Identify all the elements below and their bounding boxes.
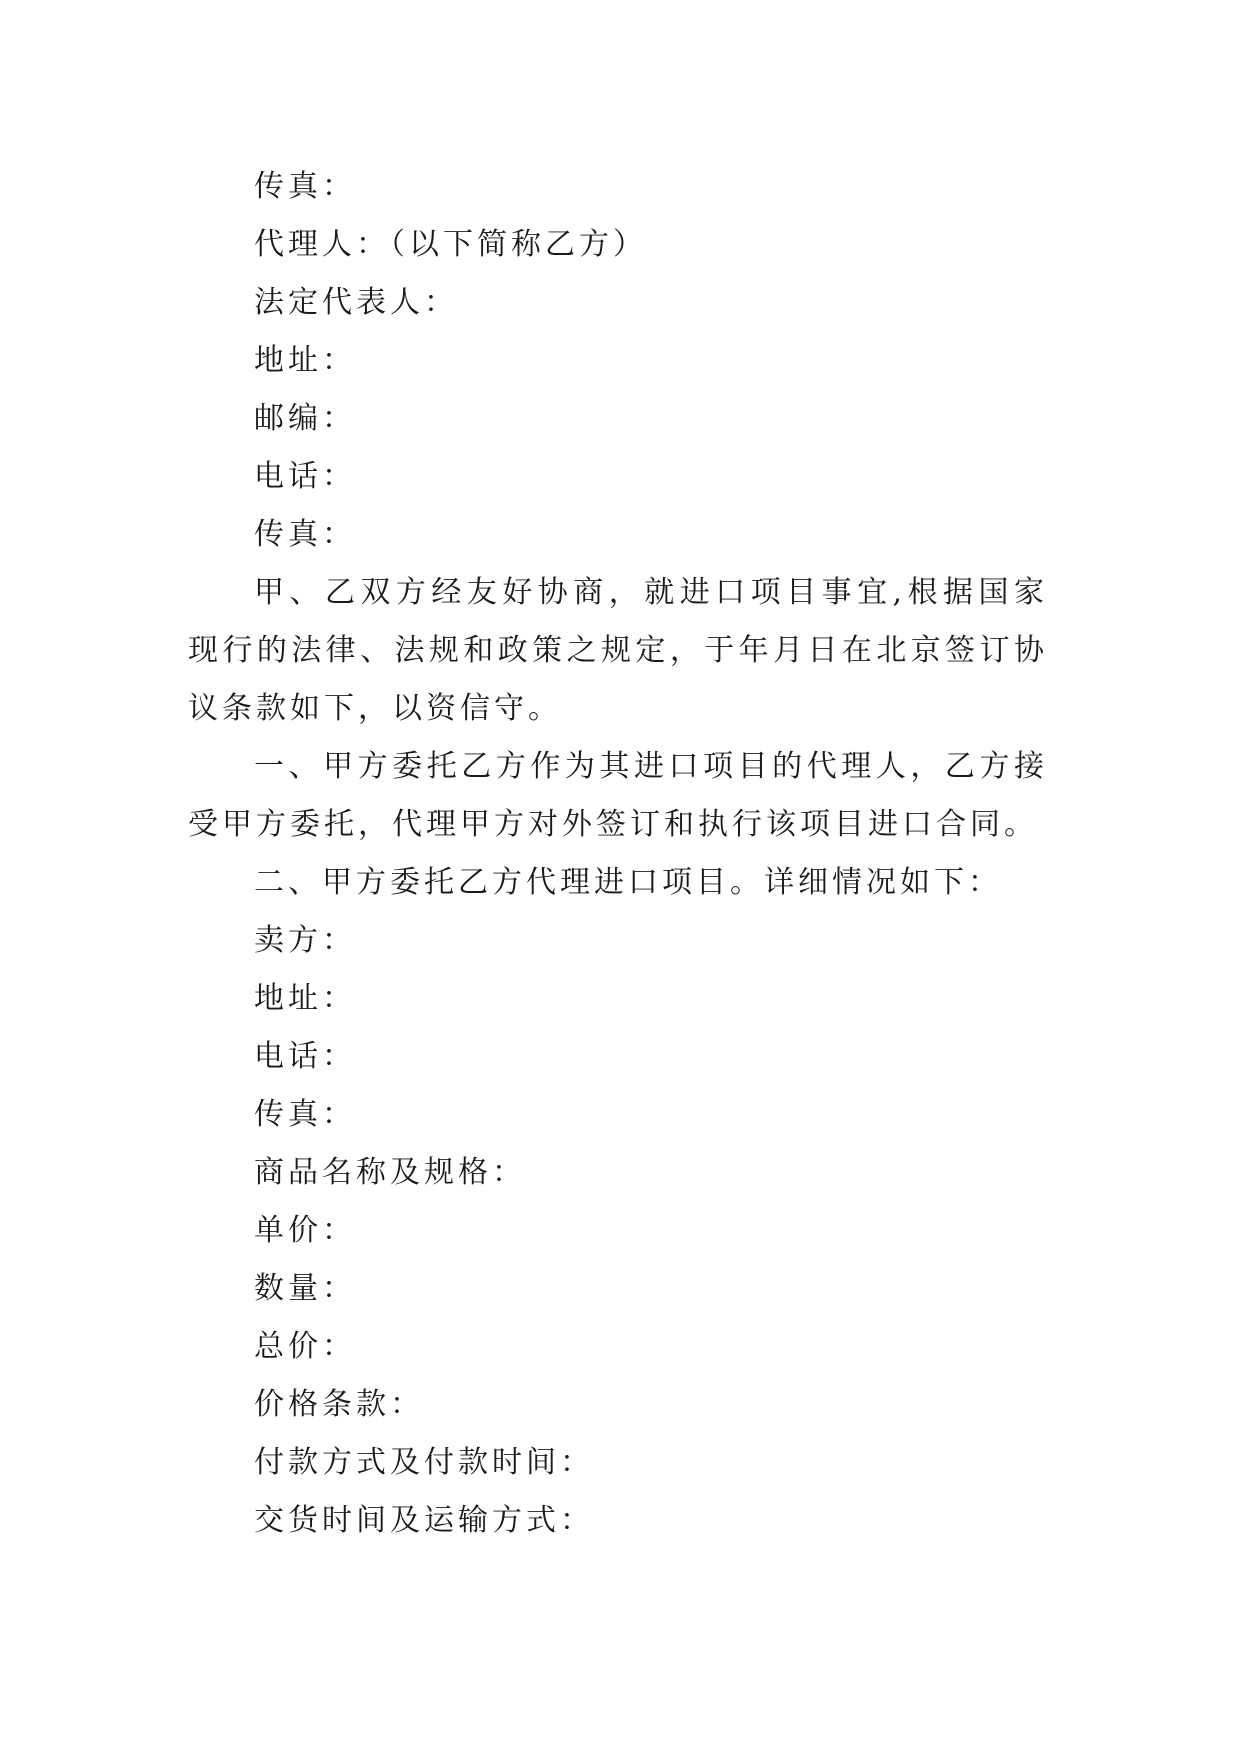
document-body [188,158,1048,1550]
address-label-agent: 地址： [254,343,356,378]
agreement-intro-paragraph: 甲、乙双方经友好协商，就进口项目事宜,根据国家现行的法律、法规和政策之规定，于年月日在北京签订协议条款如下，以资信守。 [188,575,1048,726]
fax-label-agent: 传真： [254,517,356,552]
payment-method-label: 付款方式及付款时间： [254,1445,594,1480]
postcode-label-agent: 邮编： [254,401,356,436]
product-name-spec-label: 商品名称及规格： [254,1155,526,1190]
legal-representative-label: 法定代表人： [254,285,458,320]
phone-label-agent: 电话： [254,459,356,494]
phone-label-seller: 电话： [254,1039,356,1074]
fax-label-principal: 传真： [254,169,356,204]
address-label-seller: 地址： [254,981,356,1016]
agent-label: 代理人：（以下简称乙方） [254,227,647,262]
unit-price-label: 单价： [254,1213,356,1248]
fax-label-seller: 传真： [254,1097,356,1132]
total-price-label: 总价： [254,1329,356,1364]
price-terms-label: 价格条款： [254,1387,424,1422]
quantity-label: 数量： [254,1271,356,1306]
delivery-time-label: 交货时间及运输方式： [254,1503,594,1538]
clause-two-paragraph: 二、甲方委托乙方代理进口项目。详细情况如下： [254,865,1002,900]
clause-one-paragraph: 一、甲方委托乙方作为其进口项目的代理人，乙方接受甲方委托，代理甲方对外签订和执行该项目进口合同。 [188,749,1048,842]
seller-label: 卖方： [254,923,356,958]
